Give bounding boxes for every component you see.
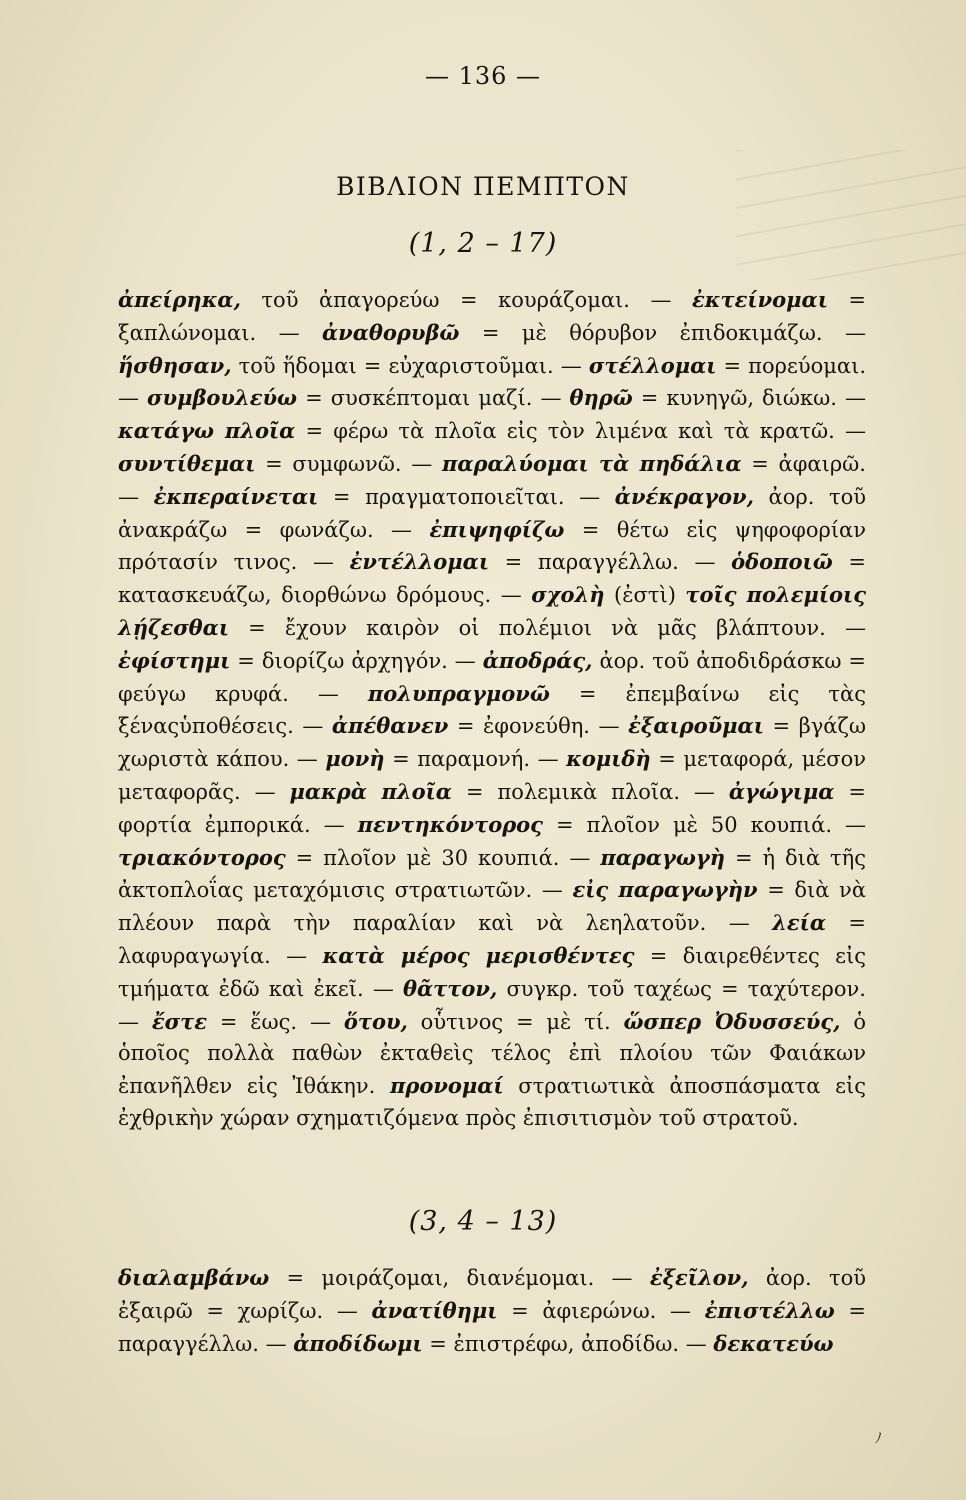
glossary-term: εἰς παραγωγὴν bbox=[572, 877, 758, 903]
glossary-definition: τοῦ ἀπαγορεύω = κουράζομαι. — bbox=[240, 288, 693, 312]
glossary-definition: = μοιράζομαι, διανέμομαι. — bbox=[269, 1266, 650, 1290]
glossary-term: ἔστε bbox=[151, 1008, 207, 1034]
glossary-definition: = ἐπιστρέφω, ἀποδίδω. — bbox=[422, 1331, 714, 1356]
glossary-definition: ἀορ. τοῦ ἀποδιδράσκω = φεύγω κρυφά. — bbox=[118, 648, 866, 706]
glossary-definition: = πορεύομαι. — bbox=[118, 353, 866, 411]
glossary-definition: = μεταφορά, μέσον μεταφορᾶς. — bbox=[118, 747, 866, 804]
glossary-definition: = παραγγέλλω. — bbox=[118, 1298, 866, 1356]
glossary-definition: τοῦ ἥδομαι = εὐχαριστοῦμαι. — bbox=[231, 353, 589, 378]
glossary-paragraph bbox=[118, 284, 866, 1135]
glossary-term: ἐπιστέλλω bbox=[704, 1297, 835, 1323]
glossary-definition: = παραγγέλλω. — bbox=[489, 550, 732, 575]
section-reference: (1, 2 – 17) bbox=[408, 228, 558, 259]
glossary-definition: = διὰ νὰ πλέουν παρὰ τὴν παραλίαν καὶ νὰ λεηλατοῦν. — bbox=[118, 878, 866, 936]
glossary-term: πολυπραγμονῶ bbox=[367, 680, 550, 706]
glossary-definition: συγκρ. τοῦ ταχέως = ταχύτερον. — bbox=[118, 976, 866, 1034]
glossary-definition: = ἀφιερώνω. — bbox=[497, 1298, 705, 1323]
glossary-definition: = φέρω τὰ πλοῖα εἰς τὸν λιμένα καὶ τὰ κρατῶ. — bbox=[295, 419, 866, 444]
glossary-definition: = συμφωνῶ. — bbox=[255, 451, 442, 476]
glossary-term: κομιδὴ bbox=[566, 746, 651, 772]
glossary-definition: (ἐστὶ) bbox=[604, 583, 686, 608]
glossary-paragraph bbox=[118, 1262, 866, 1360]
glossary-term: ἐξεῖλον, bbox=[649, 1265, 749, 1290]
glossary-term: λεία bbox=[772, 910, 826, 936]
glossary-definition: στρατιωτικὰ ἀποσπάσματα εἰς ἐχθρικὴν χώραν σχηματιζόμενα πρὸς ἐπισιτισμὸν τοῦ στρατοῦ. bbox=[118, 1074, 866, 1130]
glossary-term: ἐφίστημι bbox=[118, 647, 231, 673]
glossary-definition: = φορτία ἐμπορικά. — bbox=[118, 779, 866, 837]
glossary-definition: = ἡ διὰ τῆς ἀκτοπλοΐας μεταχόμισις στρατιωτῶν. — bbox=[118, 845, 866, 903]
glossary-term: ἀναθορυβῶ bbox=[322, 319, 460, 345]
glossary-definition: = ἐπεμβαίνω εἰς τὰς ξέναςὑποθέσεις. — bbox=[118, 681, 866, 739]
glossary-term: θηρῶ bbox=[569, 385, 633, 411]
glossary-definition: ἀορ. τοῦ ἀνακράζω = φωνάζω. — bbox=[118, 484, 866, 542]
glossary-definition: = βγάζω χωριστὰ κάπου. — bbox=[118, 714, 866, 772]
glossary-definition: = μὲ θόρυβον ἐπιδοκιμάζω. — bbox=[459, 320, 867, 345]
glossary-term: ἀγώγιμα bbox=[728, 778, 835, 804]
glossary-term: συντίθεμαι bbox=[118, 450, 256, 476]
glossary-definition: = κυνηγῶ, διώκω. — bbox=[632, 386, 867, 411]
glossary-definition: = παραμονή. — bbox=[384, 747, 567, 772]
page-number: — 136 — bbox=[424, 62, 542, 90]
glossary-term: ἀποδίδωμι bbox=[293, 1330, 423, 1356]
glossary-term: δεκατεύω bbox=[713, 1330, 834, 1356]
glossary-definition: = λαφυραγωγία. — bbox=[118, 911, 866, 968]
glossary-term: προνομαί bbox=[389, 1073, 504, 1099]
glossary-term: ἀποδράς, bbox=[482, 647, 593, 673]
glossary-definition: ὁ ὁποῖος πολλὰ παθὼν ἐκταθεὶς τέλος ἐπὶ πλοίου τῶν Φαιάκων ἐπανῆλθεν εἰς Ἰθάκην. bbox=[118, 1009, 866, 1099]
ink-mark: ﾉ bbox=[875, 1431, 882, 1447]
glossary-term: ἐκπεραίνεται bbox=[153, 483, 319, 509]
glossary-term: θᾶττον, bbox=[402, 975, 498, 1001]
glossary-term: ἀπέθανεν bbox=[331, 713, 449, 739]
glossary-definition: = ξαπλώνομαι. — bbox=[118, 288, 866, 345]
glossary-term: συμβουλεύω bbox=[147, 385, 298, 411]
glossary-term: διαλαμβάνω bbox=[118, 1265, 270, 1290]
glossary-term: ἀνατίθημι bbox=[371, 1297, 498, 1323]
glossary-definition: ἀορ. τοῦ ἐξαιρῶ = χωρίζω. — bbox=[118, 1266, 866, 1323]
glossary-term: κατὰ μέρος μερισθέντες bbox=[322, 942, 635, 968]
glossary-term: ὅτου, bbox=[343, 1008, 408, 1034]
glossary-term: ἐξαιροῦμαι bbox=[628, 713, 764, 739]
book-title: ΒΙΒΛΙΟΝ ΠΕΜΠΤΟΝ bbox=[336, 172, 630, 201]
glossary-term: παραλύομαι τὰ πηδάλια bbox=[442, 450, 742, 476]
glossary-term: ἐκτείνομαι bbox=[692, 287, 828, 312]
glossary-term: πεντηκόντορος bbox=[357, 811, 543, 837]
glossary-term: κατάγω πλοῖα bbox=[118, 418, 296, 444]
glossary-term: τριακόντορος bbox=[118, 844, 286, 870]
glossary-term: ὁδοποιῶ bbox=[731, 549, 833, 575]
glossary-definition: = πλοῖον μὲ 30 κουπιά. — bbox=[285, 845, 601, 870]
glossary-definition: = θέτω εἰς ψηφοφορίαν πρότασίν τινος. — bbox=[118, 517, 866, 575]
glossary-term: μακρὰ πλοῖα bbox=[289, 778, 452, 804]
glossary-definition: οὗτινος = μὲ τί. bbox=[407, 1009, 624, 1034]
glossary-term: ἀπείρηκα, bbox=[118, 287, 241, 312]
glossary-term: παραγωγὴ bbox=[600, 844, 725, 870]
glossary-definition: = διορίζω ἀρχηγόν. — bbox=[230, 648, 483, 673]
glossary-definition: = πραγματοποιεῖται. — bbox=[318, 484, 615, 509]
glossary-definition: = ἕως. — bbox=[207, 1009, 344, 1034]
glossary-term: ἐπιψηφίζω bbox=[429, 516, 565, 542]
glossary-definition: = ἐφονεύθη. — bbox=[448, 714, 629, 739]
glossary-definition: = διαιρεθέντες εἰς τμήματα ἐδῶ καὶ ἐκεῖ. — bbox=[118, 943, 867, 1001]
glossary-term: στέλλομαι bbox=[588, 352, 717, 378]
glossary-definition: = ἀφαιρῶ. — bbox=[118, 451, 866, 509]
glossary-term: τοῖς πολεμίοις λῄζεσθαι bbox=[118, 582, 866, 640]
glossary-definition: = συσκέπτομαι μαζί. — bbox=[297, 386, 570, 411]
glossary-term: ὥσπερ Ὀδυσσεύς, bbox=[623, 1008, 841, 1034]
glossary-definition: = πλοῖον μὲ 50 κουπιά. — bbox=[542, 812, 866, 837]
glossary-term: μονὴ bbox=[325, 746, 385, 772]
glossary-term: σχολὴ bbox=[531, 582, 605, 608]
glossary-term: ἐντέλλομαι bbox=[349, 549, 489, 575]
glossary-term: ἀνέκραγον, bbox=[614, 483, 754, 509]
glossary-definition: = ἔχουν καιρὸν οἱ πολέμιοι νὰ μᾶς βλάπτουν. — bbox=[229, 615, 866, 640]
glossary-definition: = κατασκευάζω, διορθώνω δρόμους. — bbox=[118, 550, 866, 608]
section-reference: (3, 4 – 13) bbox=[408, 1206, 558, 1237]
glossary-definition: = πολεμικὰ πλοῖα. — bbox=[451, 779, 729, 804]
glossary-term: ἥσθησαν, bbox=[118, 352, 232, 378]
show-through-texture bbox=[736, 150, 966, 280]
